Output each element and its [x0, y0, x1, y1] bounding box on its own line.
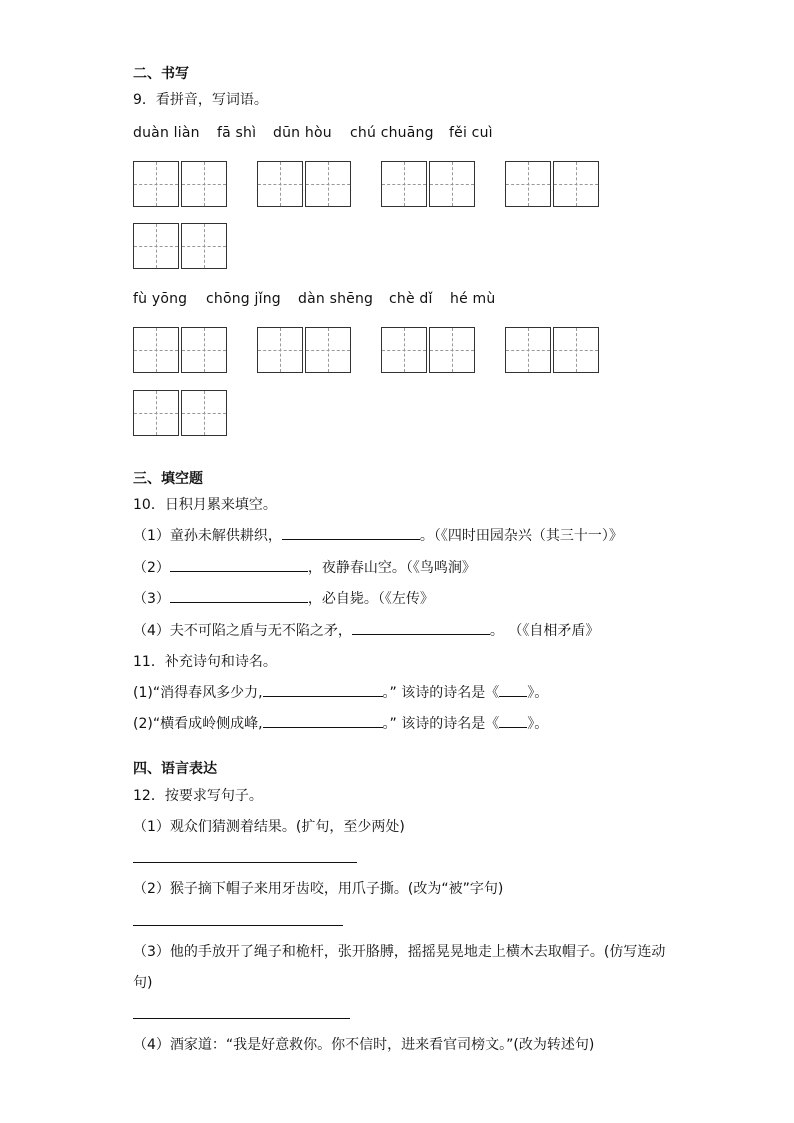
section-heading-language-expression: 四、语言表达: [133, 761, 217, 777]
item-text-before: 童孙未解供耕织，: [169, 528, 282, 544]
writing-grid-cell[interactable]: [133, 161, 179, 207]
answer-blank[interactable]: [263, 713, 383, 728]
answer-line[interactable]: [133, 1018, 350, 1019]
answer-blank[interactable]: [352, 620, 490, 635]
answer-blank[interactable]: [282, 525, 420, 540]
pinyin-label: chōng jǐng: [206, 291, 281, 307]
item-number: （3）: [133, 591, 170, 607]
writing-grid-cell[interactable]: [133, 390, 179, 436]
question-11-item-1: [133, 682, 548, 702]
pinyin-label: dàn shēng: [298, 291, 374, 307]
writing-grid-cell[interactable]: [305, 161, 351, 207]
question-10-item-1: [133, 525, 623, 545]
writing-grid-cell[interactable]: [181, 327, 227, 373]
question-12-item-3: （3）他的手放开了绳子和桅杆，张开胳膊，摇摇晃晃地走上横木去取帽子。(仿写连动: [133, 944, 666, 960]
pinyin-label: chú chuāng: [350, 125, 434, 141]
poem-title-blank[interactable]: [499, 713, 527, 728]
pinyin-label: chè dǐ: [389, 291, 433, 307]
item-number: （1）: [133, 528, 170, 544]
question-10-item-3: [133, 588, 434, 608]
section-heading-fill-blank: 三、填空题: [133, 471, 203, 487]
answer-blank[interactable]: [170, 588, 308, 603]
item-text-mid: 。” 该诗的诗名是《: [382, 685, 500, 701]
writing-grid-cell[interactable]: [133, 223, 179, 269]
question-12-item-2: （2）猴子摘下帽子来用牙齿咬，用爪子撕。(改为“被”字句): [133, 881, 504, 897]
pinyin-label: fā shì: [217, 125, 257, 141]
writing-grid-cell[interactable]: [505, 161, 551, 207]
item-text-after: 。 （《自相矛盾》: [489, 623, 600, 639]
item-number: (2): [133, 716, 153, 732]
writing-grid-cell[interactable]: [257, 161, 303, 207]
writing-grid-cell[interactable]: [381, 161, 427, 207]
writing-grid-cell[interactable]: [505, 327, 551, 373]
item-text-after: 》。: [527, 685, 549, 701]
writing-grid-cell[interactable]: [429, 161, 475, 207]
answer-line[interactable]: [133, 925, 343, 926]
item-text-after: ，必自毙。（《左传》: [307, 591, 434, 607]
writing-grid-cell[interactable]: [553, 327, 599, 373]
question-10-prompt: 10．日积月累来填空。: [133, 497, 277, 513]
writing-grid-cell[interactable]: [553, 161, 599, 207]
question-11-item-2: [133, 713, 548, 733]
writing-grid-cell[interactable]: [429, 327, 475, 373]
item-text-before: “横看成岭侧成峰,: [152, 716, 263, 732]
item-text-before: 夫不可陷之盾与无不陷之矛，: [169, 623, 352, 639]
question-9-prompt: 9．看拼音，写词语。: [133, 92, 268, 108]
item-number: （2）: [133, 560, 170, 576]
answer-blank[interactable]: [263, 682, 383, 697]
poem-title-blank[interactable]: [499, 682, 527, 697]
item-text-mid: 。” 该诗的诗名是《: [382, 716, 500, 732]
item-text-after: 》。: [527, 716, 549, 732]
question-11-prompt: 11．补充诗句和诗名。: [133, 654, 277, 670]
question-12-item-3-continued: 句): [133, 975, 153, 991]
item-text-before: “消得春风多少力,: [152, 685, 263, 701]
section-heading-writing: 二、书写: [133, 66, 189, 82]
writing-grid-cell[interactable]: [133, 327, 179, 373]
writing-grid-cell[interactable]: [381, 327, 427, 373]
answer-line[interactable]: [133, 862, 357, 863]
item-text-after: 。（《四时田园杂兴（其三十一）》: [419, 528, 623, 544]
question-12-item-4: （4）酒家道：“我是好意救你。你不信时，进来看官司榜文。”(改为转述句): [133, 1037, 595, 1053]
writing-grid-cell[interactable]: [181, 161, 227, 207]
item-text-after: ，夜静春山空。（《鸟鸣涧》: [307, 560, 476, 576]
writing-grid-cell[interactable]: [181, 390, 227, 436]
item-number: (1): [133, 685, 153, 701]
pinyin-label: duàn liàn: [133, 125, 200, 141]
question-12-item-1: （1）观众们猜测着结果。(扩句，至少两处): [133, 819, 405, 835]
item-number: （4）: [133, 623, 170, 639]
pinyin-label: fù yōng: [133, 291, 188, 307]
writing-grid-cell[interactable]: [181, 223, 227, 269]
pinyin-label: dūn hòu: [273, 125, 332, 141]
question-12-prompt: 12．按要求写句子。: [133, 788, 263, 804]
question-10-item-2: [133, 557, 476, 577]
question-10-item-4: [133, 620, 599, 640]
pinyin-label: fěi cuì: [449, 125, 493, 141]
writing-grid-cell[interactable]: [305, 327, 351, 373]
writing-grid-cell[interactable]: [257, 327, 303, 373]
pinyin-label: hé mù: [450, 291, 496, 307]
answer-blank[interactable]: [170, 557, 308, 572]
